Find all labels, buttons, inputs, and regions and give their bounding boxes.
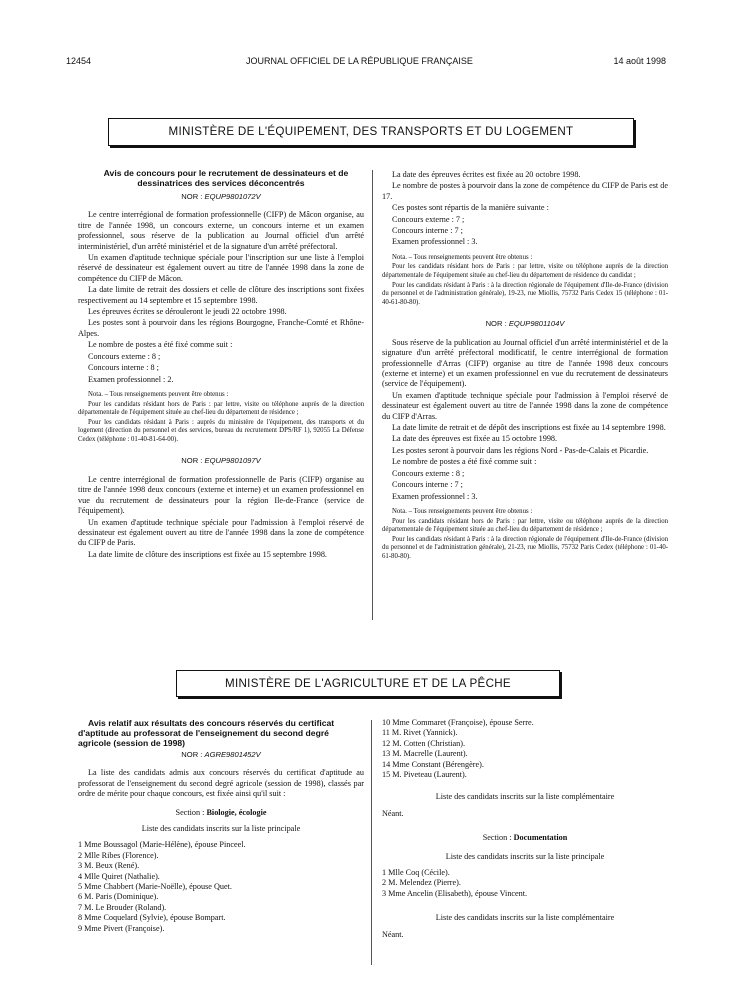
nota: Pour les candidats résidant à Paris : à la direction régionale de l'équipement d'Ile-de-France (division du personnel et de l'administration générale), 21-23, rue Miollis, 75732 Paris Cedex (téléphone : 01-40-61-80-80). [382,535,668,560]
paragraph: Le nombre de postes a été fixé comme suit : [88,340,233,350]
list-label: Liste des candidats inscrits sur la liste principale [141,824,301,834]
paragraph: Les postes sont à pourvoir dans les régions Bourgogne, Franche-Comté et Rhône-Alpes. [78,318,364,338]
nota: Pour les candidats résidant à Paris : à la direction régionale de l'équipement d'Ile-de-France (division du personnel et de l'administration générale), 19-23, rue Miollis, 75732 Paris Cedex 15 (téléphone : 01-40-61-80-80). [382,281,668,306]
ministry-heading-equipement [108,118,634,146]
nor-reference: NOR : EQUP9801104V [485,319,565,329]
list-item: 12 M. Cotten (Christian). [382,738,466,748]
notice-title: Avis de concours pour le recrutement de dessinateurs et de dessinatrices des services déconcentrés [103,168,349,188]
list-item: Concours externe : 7 ; [392,214,465,224]
paragraph: Les épreuves écrites se dérouleront le jeudi 22 octobre 1998. [88,307,287,317]
page-number: 12454 [66,56,92,66]
paragraph: Ces postes sont répartis de la manière suivante : [392,203,549,213]
empty-result: Néant. [382,808,404,818]
right-column-top [382,170,668,562]
list-item: 2 Mlle Ribes (Florence). [78,850,159,860]
paragraph: Sous réserve de la publication au Journal officiel d'un arrêté interministériel et de la signature d'un arrêté préfectoral modificatif, le centre interrégional de formation professionnelle d'Arras (CIFP) organise au titre de l'année 1998 deux concours (externe et interne) et un examen professionnel en vue du recrutement de dessinateurs (service de l'équipement). [382,337,668,389]
list-item: Concours interne : 7 ; [392,226,463,236]
candidate-list [382,868,668,899]
ministry-title: MINISTÈRE DE L'AGRICULTURE ET DE LA PÊCHE [225,677,511,690]
list-item: 3 M. Beux (René). [78,861,140,871]
list-item: 3 Mme Ancelin (Elisabeth), épouse Vincent. [382,888,528,898]
list-item: 11 M. Rivet (Yannick). [382,728,458,738]
issue-date: 14 août 1998 [613,56,666,66]
paragraph: La date des épreuves écrites est fixée au 20 octobre 1998. [392,170,581,179]
nor-reference: NOR : EQUP9801072V [181,192,261,201]
left-column-bottom [78,718,364,934]
list-item: 8 Mme Coquelard (Sylvie), épouse Bompart. [78,913,226,923]
left-column-top [78,168,364,561]
nota: Nota. – Tous renseignements peuvent être obtenus : [88,390,229,398]
list-item: Examen professionnel : 3. [392,237,478,247]
ministry-title: MINISTÈRE DE L'ÉQUIPEMENT, DES TRANSPORTS ET DU LOGEMENT [168,125,574,138]
paragraph: Un examen d'aptitude technique spéciale pour l'inscription sur une liste à l'emploi réservé de dessinateur est également ouvert au titre de l'année 1998 dans la zone de compétence du CIFP de Mâcon. [78,253,364,283]
list-item: 1 Mme Boussagol (Marie-Hélène), épouse Pinceel. [78,840,246,850]
section-heading: Section : Documentation [482,833,568,843]
empty-result: Néant. [382,929,404,939]
list-item: 14 Mme Constant (Bérengère). [382,759,484,769]
list-item: 4 Mlle Quiret (Nathalie). [78,871,160,881]
paragraph: Le nombre de postes a été fixé comme suit : [392,457,537,467]
section-heading: Section : Biologie, écologie [175,807,267,817]
list-item: 10 Mme Commaret (Françoise), épouse Serre. [382,718,534,727]
column-divider [372,170,373,620]
list-item: 13 M. Macrelle (Laurent). [382,749,468,759]
journal-title: JOURNAL OFFICIEL DE LA RÉPUBLIQUE FRANÇAISE [246,56,473,66]
notice-title: Avis relatif aux résultats des concours réservés du certificat d'aptitude au professorat de l'enseignement du second degré agricole (session de 1998) [78,718,335,748]
nota: Pour les candidats résidant hors de Paris : par lettre, visite ou téléphone auprès de la direction départementale de l'équipement située au chef-lieu du département de résidence ; [78,400,364,417]
list-item: Concours interne : 7 ; [392,480,463,490]
ministry-heading-agriculture [176,670,560,697]
list-label: Liste des candidats inscrits sur la liste principale [445,851,605,861]
paragraph: Les postes seront à pourvoir dans les régions Nord - Pas-de-Calais et Picardie. [392,445,649,455]
paragraph: Le centre interrégional de formation professionnelle (CIFP) de Mâcon organise, au titre de l'année 1998, un concours externe, un concours interne et un examen professionnel, sous réserve de la publication au Journal officiel d'un arrêté interministériel, d'un arrêté ministériel et de la signature d'un arrêté préfectoral. [78,210,364,251]
paragraph: Un examen d'aptitude technique spéciale pour l'admission à l'emploi réservé de dessinateur est également ouvert au titre de l'année 1998 dans la zone de compétence du CIFP d'Arras. [382,390,668,421]
list-item: Concours externe : 8 ; [88,351,161,361]
nota: Pour les candidats résidant hors de Paris : par lettre, visite ou téléphone auprès de la direction départementale de l'équipement située au chef-lieu du département de résidence ; [382,517,668,534]
list-item: 5 Mme Chabbert (Marie-Noëlle), épouse Quet. [78,882,232,892]
nota: Pour les candidats résidant à Paris : auprès du ministère de l'équipement, des transports et du logement (direction du personnel et des services, bureau du recrutement DPS/RF 1), 92055 La Défense Cedex (téléphone : 01-40-81-64-00). [78,418,364,443]
list-item: 9 Mme Pivert (Françoise). [78,923,165,933]
paragraph: Le nombre de postes à pourvoir dans la zone de compétence du CIFP de Paris est de 17. [382,181,668,201]
list-item: 7 M. Le Brouder (Roland). [78,902,167,912]
candidate-list [78,840,364,934]
paragraph: Le centre interrégional de formation professionnelle de Paris (CIFP) organise au titre de l'année 1998 deux concours (externe et interne) et un examen professionnel en vue du recrutement de dessinateurs pour la région Ile-de-France (service de l'équipement). [78,474,364,516]
nota: Nota. – Tous renseignements peuvent être obtenus : [392,507,533,515]
list-item: Concours interne : 8 ; [88,363,159,373]
list-item: 15 M. Piveteau (Laurent). [382,770,467,780]
paragraph: La liste des candidats admis aux concours réservés du certificat d'aptitude au professorat de l'enseignement du second degré agricole (session de 1998), classés par ordre de mérite pour chaque concours, est fixée ainsi qu'il suit : [78,768,364,799]
paragraph: La date des épreuves est fixée au 15 octobre 1998. [392,434,558,444]
right-column-bottom [382,718,668,941]
column-divider [371,720,372,965]
paragraph: La date limite de retrait des dossiers et celle de clôture des inscriptions sont fixées respectivement au 14 septembre et 15 septembre 1998. [78,285,364,305]
list-item: Examen professionnel : 2. [88,374,174,384]
nor-reference: NOR : EQUP9801097V [181,456,261,466]
list-item: 1 Mlle Coq (Cécile). [382,868,450,878]
list-label: Liste des candidats inscrits sur la liste complémentaire [435,792,615,802]
candidate-list [382,718,668,780]
nota: Pour les candidats résidant hors de Paris : par lettre, visite ou téléphone auprès de la direction départementale de l'équipement située au chef-lieu du département de résidence du candidat ; [382,263,668,280]
list-item: 2 M. Melendez (Pierre). [382,878,461,888]
list-item: Examen professionnel : 3. [392,491,478,501]
nor-reference: NOR : AGRE9801452V [181,750,261,759]
list-label: Liste des candidats inscrits sur la liste complémentaire [435,913,615,923]
nota: Nota. – Tous renseignements peuvent être obtenus : [392,253,533,261]
paragraph: La date limite de retrait et de dépôt des inscriptions est fixée au 14 septembre 1998. [392,423,666,433]
paragraph: Un examen d'aptitude technique spéciale pour l'admission à l'emploi réservé de dessinateur est également ouvert au titre de l'année 1998 dans la zone de compétence du CIFP de Paris. [78,517,364,548]
list-item: Concours externe : 8 ; [392,468,465,478]
list-item: 6 M. Paris (Dominique). [78,892,159,902]
paragraph: La date limite de clôture des inscriptions est fixée au 15 septembre 1998. [88,549,327,559]
